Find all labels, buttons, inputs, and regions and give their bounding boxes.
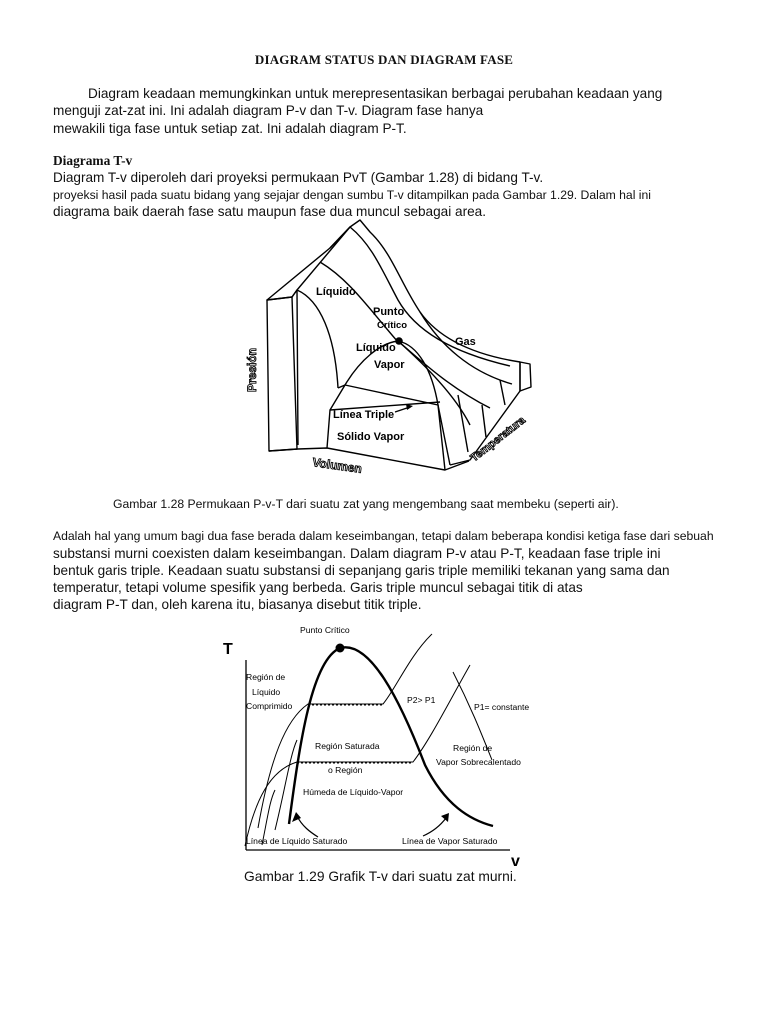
figure1-caption: Gambar 1.28 Permukaan P-v-T dari suatu zat yang mengembang saat membeku (seperti air).: [113, 497, 619, 511]
label-region-sat-1: Región Saturada: [315, 741, 380, 751]
saturation-dome-curve: [289, 647, 493, 826]
label-linea-triple: Línea Triple: [333, 409, 395, 421]
axis-label-presion: Presión: [245, 347, 259, 392]
arrow-vapor-line: [423, 818, 446, 836]
surface-gas-curve-3: [420, 312, 512, 384]
label-solido-vapor: Sólido Vapor: [337, 431, 405, 443]
intro-line-3: mewakili tiga fase untuk setiap zat. Ini adalah diagram P-T.: [53, 121, 407, 136]
intro-line-2: menguji zat-zat ini. Ini adalah diagram P-v dan T-v. Diagram fase hanya: [53, 103, 484, 118]
label-region-sat-2: o Región: [328, 765, 363, 775]
surface-left-front: [267, 297, 297, 451]
para2-line-4: temperatur, tetapi volume spesifik yang berbeda. Garis triple muncul sebagai titik di atas: [53, 580, 583, 595]
label-punto-critico: Punto Crítico: [300, 625, 350, 635]
critical-point-dot: [336, 644, 345, 653]
intro-line-1: Diagram keadaan memungkinkan untuk merepresentasikan berbagai perubahan keadaan yang: [88, 86, 663, 101]
para2-line-2: substansi murni coexisten dalam keseimbangan. Dalam diagram P-v atau P-T, keadaan fase triple ini: [53, 546, 661, 561]
label-p2: P2> P1: [407, 695, 436, 705]
axis-v-label: v: [511, 853, 520, 868]
section-heading: Diagrama T-v: [53, 153, 133, 168]
figure2-caption: Gambar 1.29 Grafik T-v dari suatu zat murni.: [244, 869, 517, 884]
label-gas: Gas: [455, 336, 476, 348]
label-region-vap-1: Región de: [453, 743, 493, 753]
page-title: DIAGRAM STATUS DAN DIAGRAM FASE: [254, 52, 514, 67]
label-critico: Crítico: [377, 320, 408, 331]
label-region-liq-1: Región de: [246, 672, 286, 682]
section-line-2: proyeksi hasil pada suatu bidang yang sejajar dengan sumbu T-v ditampilkan pada Gambar 1.29. Dalam hal ini: [53, 188, 651, 202]
label-region-liq-2: Líquido: [252, 687, 281, 697]
tv-diagram-figure: [215, 618, 535, 868]
label-liquido-vapor-2: Vapor: [374, 359, 405, 371]
label-liquido-vapor-1: Líquido: [356, 342, 396, 354]
label-region-vap-2: Vapor Sobrecalentado: [436, 757, 521, 767]
label-liquido: Líquido: [316, 286, 356, 298]
surface-top-ridge-1: [350, 220, 520, 362]
pvt-surface-figure: [235, 218, 540, 483]
label-linea-liquido: Línea de Líquido Saturado: [246, 836, 348, 846]
label-linea-vapor: Línea de Vapor Saturado: [402, 836, 498, 846]
axis-label-volumen: Volumen: [311, 455, 363, 476]
axis-t-label: T: [223, 641, 233, 658]
section-line-3: diagrama baik daerah fase satu maupun fase dua muncul sebagai area.: [53, 204, 487, 219]
arrow-liquid-line: [297, 816, 318, 837]
isobar-p2: [258, 634, 432, 828]
surface-liquid-face: [297, 290, 338, 388]
critical-point-marker: [395, 337, 403, 345]
section-line-1: Diagram T-v diperoleh dari proyeksi permukaan PvT (Gambar 1.28) di bidang T-v.: [53, 170, 544, 185]
surface-right-face: [520, 362, 531, 391]
label-region-sat-3: Húmeda de Líquido-Vapor: [303, 787, 404, 797]
label-p1: P1= constante: [474, 702, 530, 712]
para2-line-3: bentuk garis triple. Keadaan suatu substansi di sepanjang garis triple memiliki tekanan yang sama dan: [53, 563, 670, 578]
label-punto: Punto: [373, 306, 405, 318]
surface-gas-curve-2: [398, 341, 470, 425]
para2-line-1: Adalah hal yang umum bagi dua fase berada dalam keseimbangan, tetapi dalam beberapa kondisi ketiga fase dari sebuah: [53, 529, 714, 543]
para2-line-5: diagram P-T dan, oleh karena itu, biasanya disebut titik triple.: [53, 597, 422, 612]
axis-label-temperatura: Temperatura: [468, 414, 528, 465]
label-region-liq-3: Comprimido: [246, 701, 293, 711]
